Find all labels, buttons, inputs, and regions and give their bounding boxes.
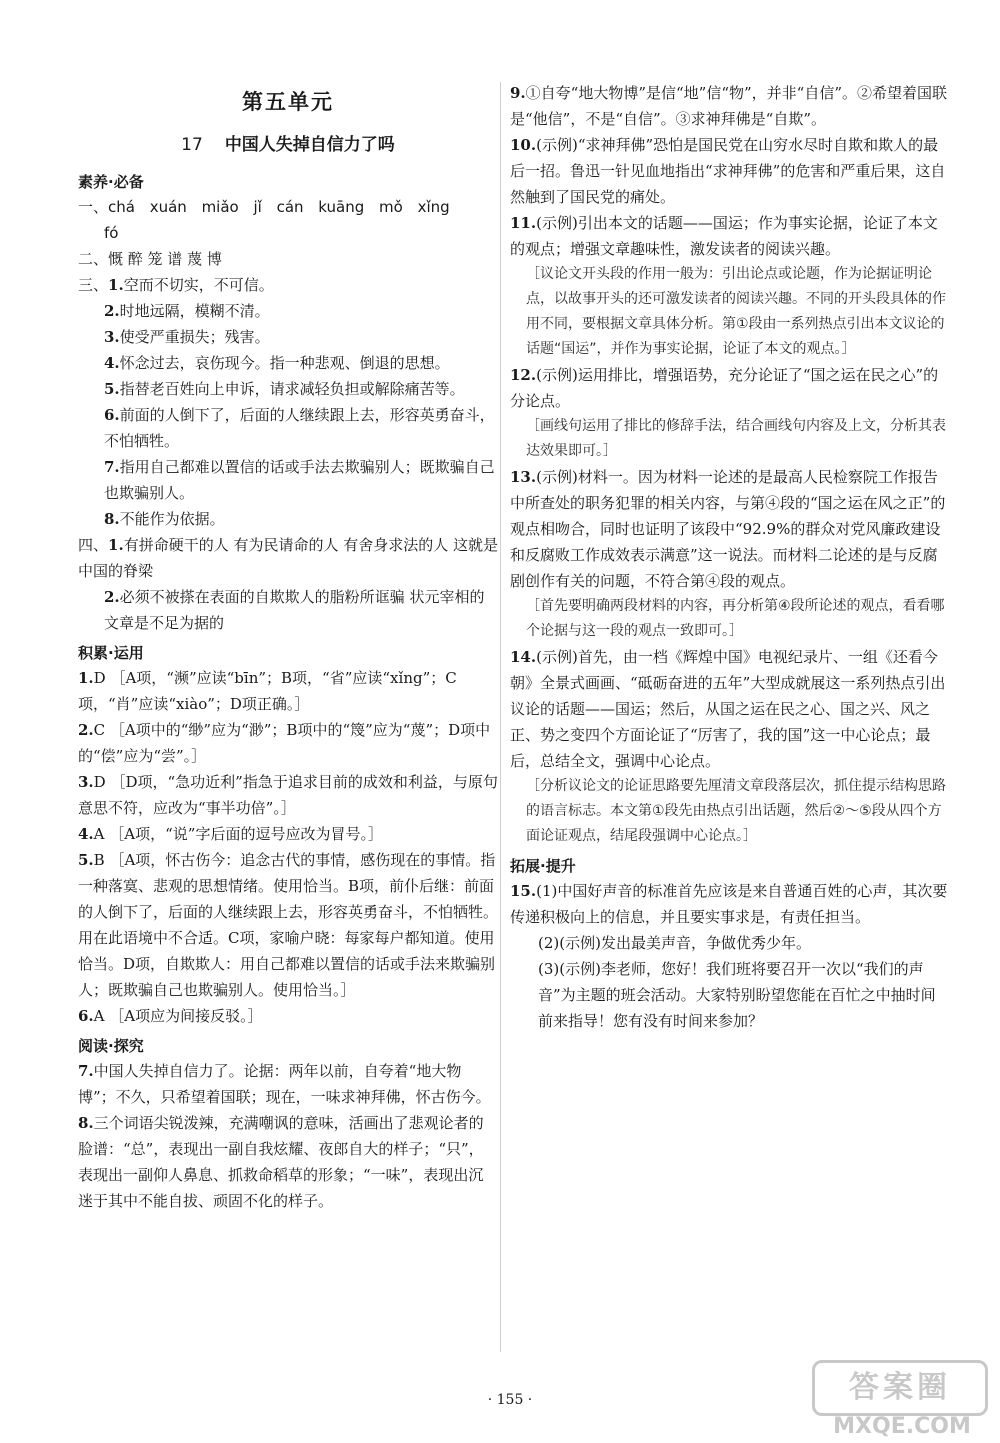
answer-item — [78, 402, 498, 454]
item-text: 怀念过去，哀伤现今。指一种悲观、倒退的思想。 — [119, 354, 450, 372]
answer-subitem: (3)(示例)李老师，您好！我们班将要召开一次以“我们的声音”为主题的班会活动。大家特别盼望您能在百忙之中抽时间前来指导！您有没有时间来参加？ — [538, 960, 936, 1030]
lesson-name: 中国人失掉自信力了吗 — [224, 135, 395, 155]
item-text: A ［A项，“说”字后面的逗号应改为冒号。］ — [93, 825, 383, 843]
group-label: 三、 — [78, 276, 109, 294]
group-label: 四、 — [78, 536, 109, 554]
item-text: 使受严重损失；残害。 — [119, 328, 270, 346]
answer-line: 二、慨 醉 笼 谱 蔑 博 — [78, 250, 222, 268]
answer-item — [78, 717, 498, 769]
item-number: 12. — [510, 366, 537, 384]
item-number: 10. — [510, 136, 537, 154]
answer-item — [510, 210, 950, 262]
item-number: 11. — [510, 214, 537, 232]
answer-item — [78, 298, 498, 324]
item-text: 前面的人倒下了，后面的人继续跟上去，形容英勇奋斗，不怕牺牲。 — [104, 406, 495, 450]
answer-item — [78, 1110, 498, 1214]
item-number: 15. — [510, 882, 537, 900]
item-number: 6. — [78, 1007, 94, 1025]
answer-item — [78, 324, 498, 350]
column-divider — [500, 82, 501, 1352]
left-column — [78, 80, 498, 1214]
item-number: 13. — [510, 468, 537, 486]
answer-item — [510, 132, 950, 210]
answer-item — [78, 665, 498, 717]
item-number: 2. — [104, 588, 120, 606]
item-text: 指替老百姓向上申诉，请求减轻负担或解除痛苦等。 — [119, 380, 465, 398]
item-number: 1. — [108, 276, 124, 294]
item-number: 3. — [104, 328, 120, 346]
watermark-logo — [812, 1360, 992, 1438]
item-text: (示例)引出本文的话题——国运；作为事实论据，论证了本文的观点；增强文章趣味性，激发读者的阅读兴趣。 — [510, 214, 938, 258]
analysis-note: ［首先要明确两段材料的内容，再分析第④段所论述的观点，看看哪个论据与这一段的观点一致即可。］ — [526, 598, 945, 639]
item-text: 必须不被搽在表面的自欺欺人的脂粉所诓骗 状元宰相的文章是不足为据的 — [104, 588, 485, 632]
item-text: A ［A项应为间接反驳。］ — [93, 1007, 263, 1025]
section-heading: 拓展·提升 — [510, 857, 576, 875]
answer-group — [78, 272, 498, 298]
page-number: · 155 · — [487, 1392, 533, 1408]
answer-item — [510, 464, 950, 594]
section-heading: 素养·必备 — [78, 173, 144, 191]
item-text: 有拼命硬干的人 有为民请命的人 有舍身求法的人 这就是中国的脊梁 — [78, 536, 498, 580]
item-text: 不能作为依据。 — [119, 510, 225, 528]
analysis-note: ［分析议论文的论证思路要先厘清文章段落层次，抓住提示结构思路的语言标志。本文第①段先由热点引出话题，然后②～⑤段从四个方面论证观点，结尾段强调中心论点。］ — [526, 778, 946, 844]
item-text: ①自夸“地大物博”是信“地”信“物”，并非“自信”。②希望着国联是“他信”，不是“自信”。③求神拜佛是“自欺”。 — [510, 84, 948, 128]
item-text: (示例)首先，由一档《辉煌中国》电视纪录片、一组《还看今朝》全景式画画、“砥砺奋进的五年”大型成就展这一系列热点引出议论的话题——国运；然后，从国之运在民之心、国之兴、风之正、势之变四个方面论证了“厉害了，我的国”这一中心论点；最后，总结全文，强调中心论点。 — [510, 648, 946, 770]
item-number: 6. — [104, 406, 120, 424]
item-number: 14. — [510, 648, 537, 666]
item-text: 时地远隔，模糊不清。 — [119, 302, 270, 320]
answer-item — [78, 376, 498, 402]
item-number: 8. — [78, 1114, 94, 1132]
item-number: 5. — [78, 851, 94, 869]
lesson-title — [78, 130, 498, 155]
item-text: (示例)“求神拜佛”恐怕是国民党在山穷水尽时自欺和欺人的最后一招。鲁迅一针见血地指出“求神拜佛”的危害和严重后果，这自然触到了国民党的痛处。 — [510, 136, 946, 206]
answer-item — [78, 584, 498, 636]
answer-item — [510, 644, 950, 774]
item-text: B ［A项，怀古伤今：追念古代的事情，感伤现在的事情。指一种落寞、悲观的思想情绪。使用恰当。B项，前仆后继：前面的人倒下了，后面的人继续跟上去，形容英勇奋斗，不怕牺牲。用在此语境中不合适。C项，家喻户晓：每家每户都知道。使用恰当。D项，自欺欺人：用自己都难以置信的话或手法来欺骗别人；既欺骗自己也欺骗别人。使用恰当。］ — [78, 851, 499, 999]
item-number: 1. — [78, 669, 94, 687]
item-text: D ［A项，“濒”应读“bīn”；B项，“省”应读“xǐng”；C项，“肖”应读“xiào”；D项正确。］ — [78, 669, 457, 713]
item-number: 7. — [78, 1062, 94, 1080]
item-number: 7. — [104, 458, 120, 476]
answer-item — [78, 821, 498, 847]
item-number: 4. — [78, 825, 94, 843]
answer-item — [78, 506, 498, 532]
item-text: (1)中国好声音的标准首先应该是来自普通百姓的心声，其次要传递积极向上的信息，并且要实事求是，有责任担当。 — [510, 882, 948, 926]
answer-item — [78, 1003, 498, 1029]
pinyin-line: 一、chá xuán miǎo jǐ cán kuāng mǒ xǐng — [78, 198, 450, 216]
answer-item — [78, 454, 498, 506]
item-number: 4. — [104, 354, 120, 372]
item-text: 中国人失掉自信力了。论据：两年以前，自夸着“地大物博”；不久，只希望着国联；现在，一味求神拜佛，怀古伤今。 — [78, 1062, 491, 1106]
answer-item — [510, 80, 950, 132]
item-number: 8. — [104, 510, 120, 528]
item-number: 5. — [104, 380, 120, 398]
answer-item — [78, 847, 498, 1003]
item-number: 3. — [78, 773, 94, 791]
item-text: 空而不切实，不可信。 — [123, 276, 274, 294]
section-heading: 积累·运用 — [78, 644, 144, 662]
item-number: 2. — [104, 302, 120, 320]
right-column — [510, 80, 950, 1034]
answer-item — [78, 350, 498, 376]
item-number: 9. — [510, 84, 526, 102]
item-text: (示例)材料一。因为材料一论述的是最高人民检察院工作报告中所查处的职务犯罪的相关内容，与第④段的“国之运在风之正”的观点相吻合，同时也证明了该段中“92.9%的群众对党风廉政建设和反腐败工作成效表示满意”这一说法。而材料二论述的是与反腐剧创作有关的问题，不符合第④段的观点。 — [510, 468, 946, 590]
item-text: 指用自己都难以置信的话或手法去欺骗别人；既欺骗自己也欺骗别人。 — [104, 458, 495, 502]
section-heading: 阅读·探究 — [78, 1037, 144, 1055]
item-text: (示例)运用排比，增强语势，充分论证了“国之运在民之心”的分论点。 — [510, 366, 939, 410]
unit-title: 第五单元 — [242, 90, 334, 114]
answer-item — [78, 1058, 498, 1110]
answer-item — [510, 878, 950, 930]
answer-item — [78, 769, 498, 821]
item-text: C ［A项中的“缈”应为“渺”；B项中的“篾”应为“蔑”；D项中的“偿”应为“尝”。］ — [78, 721, 491, 765]
answer-subitem: (2)(示例)发出最美声音，争做优秀少年。 — [538, 934, 811, 952]
item-number: 2. — [78, 721, 94, 739]
answer-group — [78, 532, 498, 584]
watermark-url: MXQE.COM — [833, 1414, 971, 1439]
lesson-number: 17 — [181, 135, 203, 155]
item-text: D ［D项，“急功近利”指急于追求目前的成效和利益，与原句意思不符，应改为“事半功倍”。］ — [78, 773, 498, 817]
watermark-badge: 答案圈 — [812, 1360, 988, 1416]
analysis-note: ［画线句运用了排比的修辞手法，结合画线句内容及上文，分析其表达效果即可。］ — [526, 418, 946, 459]
item-number: 1. — [108, 536, 124, 554]
analysis-note: ［议论文开头段的作用一般为：引出论点或论题，作为论据证明论点，以故事开头的还可激发读者的阅读兴趣。不同的开头段具体的作用不同，要根据文章具体分析。第①段由一系列热点引出本文议论的话题“国运”，并作为事实论据，论证了本文的观点。］ — [526, 266, 946, 357]
pinyin-line: fó — [104, 224, 119, 242]
answer-item — [510, 362, 950, 414]
item-text: 三个词语尖锐泼辣，充满嘲讽的意味，活画出了悲观论者的脸谱：“总”，表现出一副自我炫耀、夜郎自大的样子；“只”，表现出一副仰人鼻息、抓救命稻草的形象；“一味”，表现出沉迷于其中不能自拔、顽固不化的样子。 — [78, 1114, 484, 1210]
